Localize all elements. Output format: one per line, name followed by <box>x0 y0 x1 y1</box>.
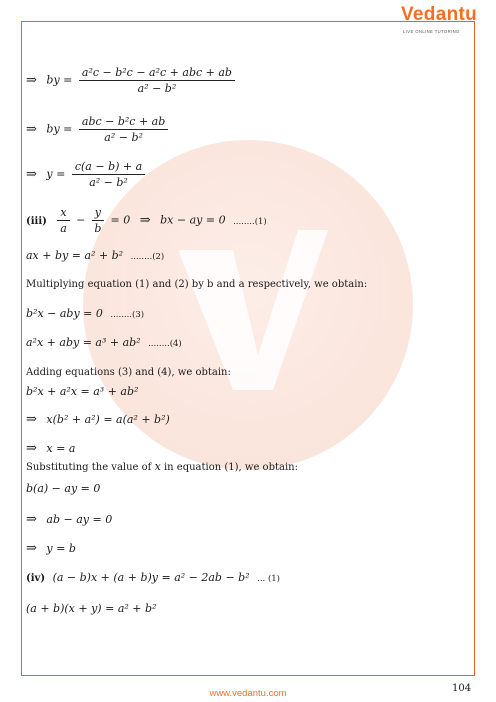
equation-line-4: (iii) $\frac{x}{a}$ − $\frac{y}{b}$ = 0 ⇒ bx − ay = 0 ........(1) <box>26 206 267 235</box>
equation-line-1: ⇒ by = $\frac{\text{a²c − b²c − a²c + abc + ab}}{\text{a² − b²}}$ <box>26 66 238 95</box>
equation-line-10: b²x + a²x = a³ + ab² <box>26 385 139 398</box>
fraction: $\frac{\text{abc − b²c + ab}}{\text{a² − b²}}$ <box>79 115 168 144</box>
equation-line-5: ax + by = a² + b² ........(2) <box>26 249 165 262</box>
equation-line-3: ⇒ y = $\frac{c(a - b) + a}{\text{a² − b²}}$ <box>26 160 148 189</box>
fraction: $\frac{\text{a²c − b²c − a²c + abc + ab}}{\text{a² − b²}}$ <box>79 66 235 95</box>
logo-name: Vedantu <box>401 4 478 25</box>
text-line-13: Substituting the value of x in equation (1), we obtain: <box>26 460 298 473</box>
part-label: (iv) <box>26 573 46 584</box>
equation-line-17: (iv) (a − b)x + (a + b)y = a² − 2ab − b² ... (1) <box>26 571 280 584</box>
equation-line-8: a²x + aby = a³ + ab² ........(4) <box>26 336 182 349</box>
footer-url[interactable]: www.vedantu.com <box>209 688 287 699</box>
equation-line-12: ⇒ x = a <box>26 441 76 456</box>
vedantu-logo <box>401 4 481 38</box>
logo-tagline: LIVE ONLINE TUTORING <box>403 29 460 34</box>
equation-line-14: b(a) − ay = 0 <box>26 482 101 495</box>
page-number: 104 <box>452 683 472 694</box>
text-line-9: Adding equations (3) and (4), we obtain: <box>26 367 231 378</box>
text-line-6: Multiplying equation (1) and (2) by b and a respectively, we obtain: <box>26 279 368 290</box>
equation-line-18: (a + b)(x + y) = a² + b² <box>26 602 157 615</box>
equation-line-7: b²x − aby = 0 ........(3) <box>26 307 145 320</box>
equation-line-15: ⇒ ab − ay = 0 <box>26 512 113 527</box>
equation-line-2: ⇒ by = $\frac{\text{abc − b²c + ab}}{\text{a² − b²}}$ <box>26 115 171 144</box>
equation-line-16: ⇒ y = b <box>26 541 76 556</box>
equation-line-11: ⇒ x(b² + a²) = a(a² + b²) <box>26 412 170 427</box>
part-label: (iii) <box>26 215 47 227</box>
fraction: $\frac{c(a - b) + a}{\text{a² − b²}}$ <box>72 160 145 189</box>
